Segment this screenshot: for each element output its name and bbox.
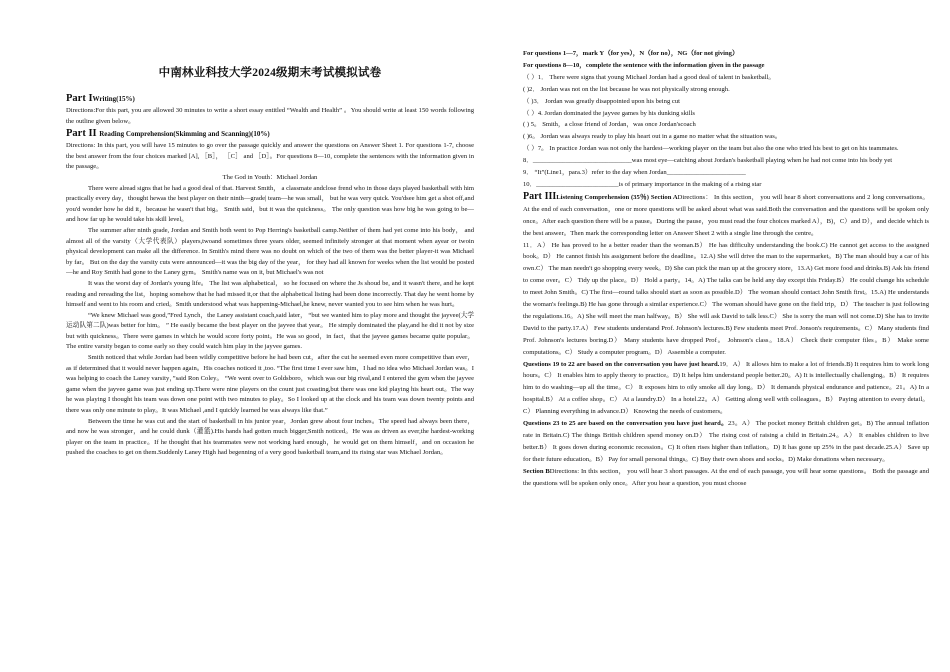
left-column <box>66 0 474 672</box>
passage-paragraph: “We knew Michael was good,”Fred Lynch，the Laney assistant coach,said later， “but we wanted him to play more and thought the jayvee(大学运动队第二队)was better for him。 ” He easily became the best player on the jayvee that year。 He simply dominated the play,and he did it not by size but with quickness。There were games in which he would score forty point。He was so good，in fact，that the jayvee games became quite popular。The entire varsity began to come early so they could watch him play in the jayvee games. <box>66 311 474 351</box>
question-item: （ )3． Jordan was greatly disappointed upon his being cut <box>523 97 680 105</box>
passage-paragraph: It was the worst day of Jordan's young life。 The list was alphabetical， so he focused on where the Js shoud be, and it wasn't there, and he kept reading and rereading the list，hoping somehow that he had missed it,or that the alphabetical listing had been done incorrectly. That day he went home by himself and went to his room and cried。Smith understood what was happening-Michael,he knew, never wanted you to see him when he was hurt。 <box>66 279 474 309</box>
question-item: ( )6。 Jordan was always ready to play his heart out in a game no matter what the situation was。 <box>523 133 782 141</box>
part3-directions: Directions： In this section， you will hear 8 short conversations and 2 long conversations。 At the end of each conversation，one or more questions will be asked about what was said.Both the conversation and the questions will be spoken only once。After each question there will be a pause。During the pause，you must read the four choices marked A），B)，C）and D），and decide which is the best answer。Then mark the corresponding letter on Answer Sheet 2 with a single line through the centre。 <box>523 193 929 237</box>
part1-directions: Directions:For this part, you are allowed 30 minutes to write a short essay entitled “Wealth and Health” 。You should write at least 150 words following the outline given below。 <box>66 107 474 125</box>
right-flow <box>523 48 929 490</box>
q19-22-header: Questions 19 to 22 are based on the conversation you have just heard. <box>523 360 720 368</box>
part3-sublabel: Listening Comprehension (35％) Section A <box>556 193 678 201</box>
passage-paragraph: There were alread signs that he had a good deal of that. Harvest Smith， a classmate andclose frend who in those days played basketball with him practically every day，thought hewas the best player on their ninth—grade| team—he was small， but he was very quick. You'dsee him get a shot off,and you'd wonder how he did it，because he wasn't that big。 Smith said，but it was the quickness。 The only question was how big he was going to be—and how far up he would take his skill level。 <box>66 184 474 224</box>
part2-sublabel: Reading Comprehension(Skimming and Scanning)(10%) <box>99 130 270 139</box>
questions-1-7-header: For questions 1—7，mark Y（for yes），N（for no），NG（for not giving） <box>523 50 739 57</box>
question-item: 9． “It”(Line1，para.3）refer to the day when Jordan________________________ <box>523 169 746 177</box>
section-b <box>523 466 929 490</box>
passage-title: The God in Youth：Michael Jordan <box>222 173 318 181</box>
part1-label: Part I <box>66 93 93 104</box>
exam-title: 中南林业科技大学2024级期末考试模拟试卷 <box>158 67 382 79</box>
part2-heading <box>66 127 474 141</box>
part3-label: Part III <box>523 190 557 202</box>
passage-paragraph: Between the time he was cut and the start of basketball in his junior year，Jordan grew about four inches。The speed had always been there，and now he was stronger，and he could dunk（灌篮).His hands had gotten much bigger,Smith noticed。He was as driven as ever,the hardest-working player on the team in practice。If he thought that his teammates wew not working hard enough，he would get on them himself，and on occasion he pushed the coaches to get on them.Suddenly Laney High had begenning of a very good basketball team,and its rising star was Michael Jordan。 <box>66 417 474 457</box>
q23-25-header: Questions 23 to 25 are based on the conversation you have just heard。 <box>523 420 729 428</box>
part3-section <box>523 191 929 240</box>
passage-paragraph: Smith noticed that while Jordan had been wildly competitive before he had been cut，after the cut he seemed even more competitive than ever，as if determined that it would never happen again。His coaches noticed it ,too. “The first time I ever saw him，I had no idea who Michael Jordan was。I was helping to coach the Laney varsity，”said Ron Coley。 “We went over to Goldsboro，which was our big rival,and I entered the gym when the jayvee game when the jayvee game was just ending up.There were nine players on the count just coasting,but there was one kid playing his heart out。The way he was playing I thought his team was down one point with two minutes to play。So I looked up at the clock and his team was down twenty points and there was only one minute to play。It was Michael ,and I quickly learned he was always like that.” <box>66 354 474 415</box>
part2-label: Part II <box>66 128 97 140</box>
right-column <box>523 0 929 672</box>
question-item: （ ）4. Jordan dominated the jayvee games by his dunking skills <box>523 109 695 117</box>
question-item: 8．______________________________was most eye—catching about Jordan's basketball playing when he had not come into his body yet <box>523 157 893 165</box>
question-item: （ ）7。 In practice Jordan was not only the hardest—working player on the team but also the one who tried his best to get on his teammates. <box>523 145 899 153</box>
passage-paragraph: The summer after ninth grade, Jordan and Smith both went to Pop Herring's basketball camp.Neither of them had yet come into his body， and almost all of the varsity（大学代表队）players,twoand sometimes three years older, seemed infinitely stronger at that moment when ayear or twoin physical development can make all the difference. In Smith's mind there was no doubt on which of the two of them was the better player-it was Michael by far。 But on the day the varsity cuts were announced—it was the big day of the year， for they had all known for weeks when the list would be posted—he and Roy Smith had gone to the Laney gym。 Smith's name was on it, but Michael's was not <box>66 226 474 277</box>
section-b-directions: Directions: In this section， you will hear 3 short passages. At the end of each passage, you will hear some questions。 Both the passage and the questions will be spoken only once。After you hear a question, you must choose <box>523 467 929 487</box>
options-11-18: 11．A） He has proved to he a better reader than the woman.B） He has difficulty understanding the book.C) He cannot get access to the assigned book。D） He cannot finish his assignment before the deadline。12.A) She will drive the man to the supermarket。B) The man should buy a car of his own.C） The man needn't go shopping every week。D) She can pick the man up at the grocery store，13.A) Get more food and drinks.B) Ask his friend to come over。C） Tidy up the place。D） Hold a party。14。A) The talks can be held any day except this Friday.B） He could change his schedule to meet John Smith。C) The first—round talks should start as soon as possible.D） The woman should contact John Smith first。15.A) He understands the woman's feelings.B) He has gone through a similar experience.C） The woman should have gone on the field trip，D） The teacher is just following the regulations.16。A) She will meet the man halfway。B） She will ask David to talk less.C） She is sorry the man will not come.D) She has to invite David to the party.17.A） Few students understand Prof. Johnson's lectures.B) Few students meet Prof. Jonson's requirements。C） Many students find Prof. Johnson's lectures boring.D） Many students have dropped Prof。 Johnson's class。18.A） Check their computer files。B） Make some computations。C） Study a computer program。D） Assemble a computer. <box>523 241 929 356</box>
section-b-label: Section B <box>523 467 550 475</box>
options-23-25: 23。A） The pocket money British children get。B) The annual inflation rate in Britain.C) The things British children spend money on.D） The rising cost of raising a child in Britain.24。A） It enables children to live better.B） It goes down during economic recession。C) It often rises higher than inflation。D) It has gone up 25% in the past decade.25.A） Save up for their future education。B） Pay for small personal things。C) Buy their own shoes and socks。D) Make donations when necessary。 <box>523 420 929 463</box>
question-item: ( )2． Jordan was not on the list because he was not physically strong enough. <box>523 85 730 93</box>
questions-8-10-header: For questions 8—10，complete the sentence with the information given in the passage <box>523 61 765 69</box>
question-item: ( ) 5。 Smith，a close friend of Jordan，was once Jordan'scoach <box>523 121 696 129</box>
left-flow <box>66 92 474 459</box>
part1-sublabel: Writing(15%) <box>92 95 135 103</box>
options-19-22: 19．A） It allows him to make a lot of friends.B) It requires him to work long hours。C） It enables him to apply theory to practice。D) It helps him understand people better.20。A) It is intellectually challenging。B） It requires him to do washing—up all the time。C） It exposes him to oily smoke all day long。D） It demands physical endurance and patience。21。A) In a hospital.B） At a coffee shop。C） At a laundry.D） In a hotel.22。A） Getting along well with colleagues。B） Paying attention to every detail。C） Planning everything in advance.D） Knowing the needs of customers。 <box>523 360 929 416</box>
questions-19-22 <box>523 359 929 419</box>
questions-23-25 <box>523 418 929 466</box>
part2-directions: Directions: In this part, you will have 15 minutes to go over the passage quickly and answer the questions on Answer Sheet 1. For questions 1-7, choose the best answer from the four choices marked [A], ［B］， ［C］ and ［D］。For questions 8—10, complete the sentences with the information given in the passage。 <box>66 142 474 171</box>
question-item: （ ）1． There were signs that young Michael Jordan had a good deal of talent in basketball。 <box>523 73 775 81</box>
question-item: 10．_________________________is of primary importance in the making of a rising star <box>523 180 762 188</box>
part1-heading <box>66 92 474 106</box>
